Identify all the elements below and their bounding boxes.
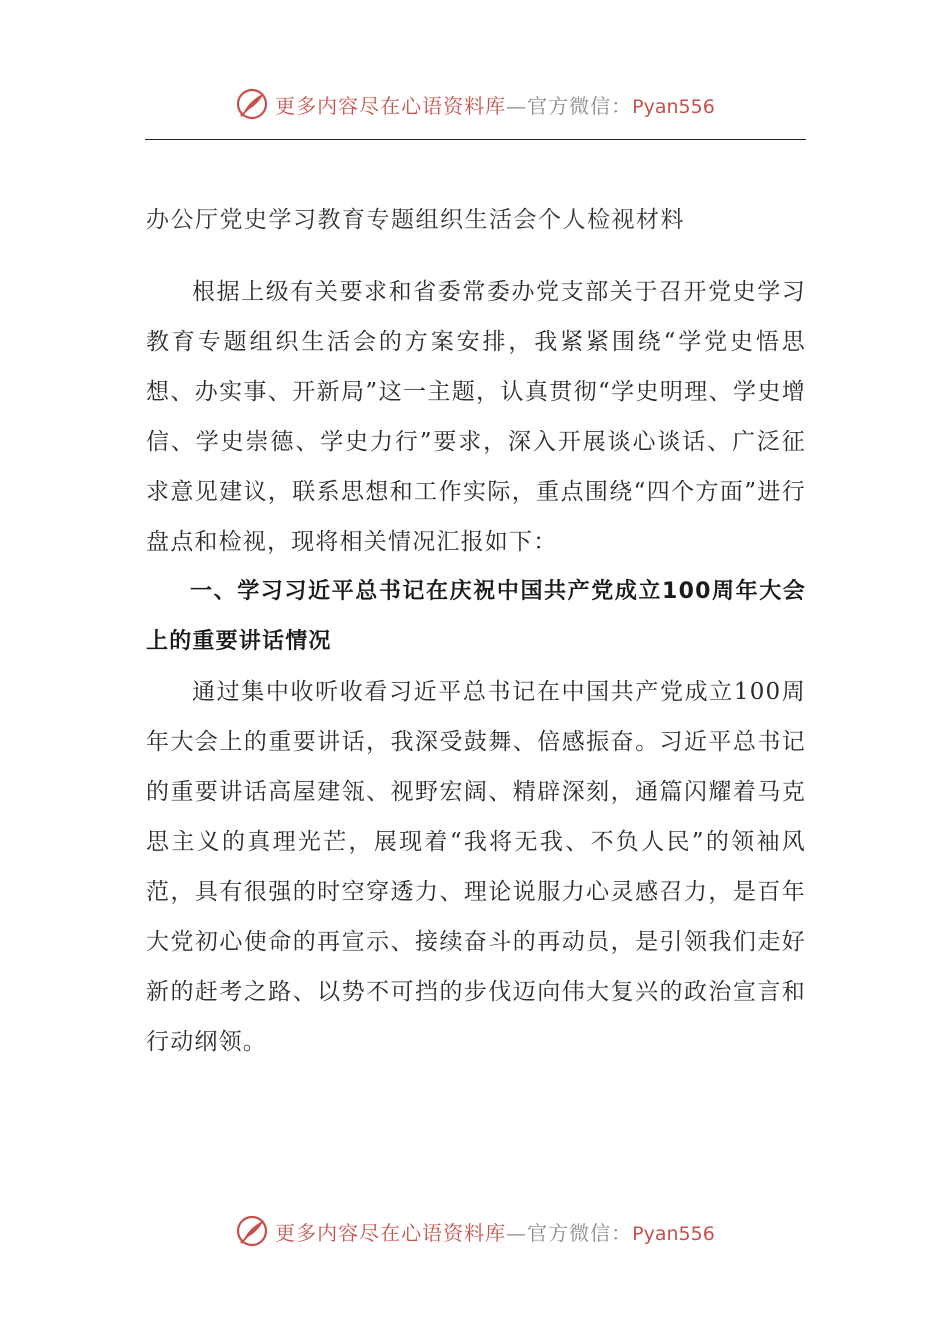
header-dash: — — [506, 93, 528, 118]
quill-logo-icon — [235, 87, 269, 121]
header-banner-text — [275, 90, 715, 119]
footer-wechat-id: Pyan556 — [632, 1222, 715, 1245]
header-banner-inner — [235, 87, 715, 121]
footer-banner-text — [275, 1217, 715, 1246]
quill-logo-icon — [235, 1214, 269, 1248]
footer-banner-inner — [235, 1214, 715, 1248]
header-divider — [145, 139, 806, 140]
document-title: 办公厅党史学习教育专题组织生活会个人检视材料 — [146, 207, 685, 233]
header-banner — [0, 84, 950, 124]
section-1-heading: 一、学习习近平总书记在庆祝中国共产党成立100周年大会上的重要讲话情况 — [146, 579, 806, 654]
document-body — [146, 195, 806, 1067]
footer-slogan: 更多内容尽在心语资料库 — [275, 1220, 507, 1245]
footer-wechat-label: 官方微信： — [527, 1220, 633, 1245]
footer-dash: — — [506, 1220, 528, 1245]
footer-banner — [0, 1211, 950, 1251]
header-wechat-label: 官方微信： — [527, 93, 633, 118]
header-slogan: 更多内容尽在心语资料库 — [275, 93, 507, 118]
section-1-paragraph: 通过集中收听收看习近平总书记在中国共产党成立100周年大会上的重要讲话，我深受鼓舞、倍感振奋。习近平总书记的重要讲话高屋建瓴、视野宏阔、精辟深刻，通篇闪耀着马克思主义的真理光芒，展现着“我将无我、不负人民”的领袖风范，具有很强的时空穿透力、理论说服力心灵感召力，是百年大党初心使命的再宣示、接续奋斗的再动员，是引领我们走好新的赶考之路、以势不可挡的步伐迈向伟大复兴的政治宣言和行动纲领。 — [146, 679, 806, 1055]
header-wechat-id: Pyan556 — [632, 95, 715, 118]
intro-paragraph: 根据上级有关要求和省委常委办党支部关于召开党史学习教育专题组织生活会的方案安排，我紧紧围绕“学党史悟思想、办实事、开新局”这一主题，认真贯彻“学史明理、学史增信、学史崇德、学史力行”要求，深入开展谈心谈话、广泛征求意见建议，联系思想和工作实际，重点围绕“四个方面”进行盘点和检视，现将相关情况汇报如下： — [146, 279, 806, 555]
